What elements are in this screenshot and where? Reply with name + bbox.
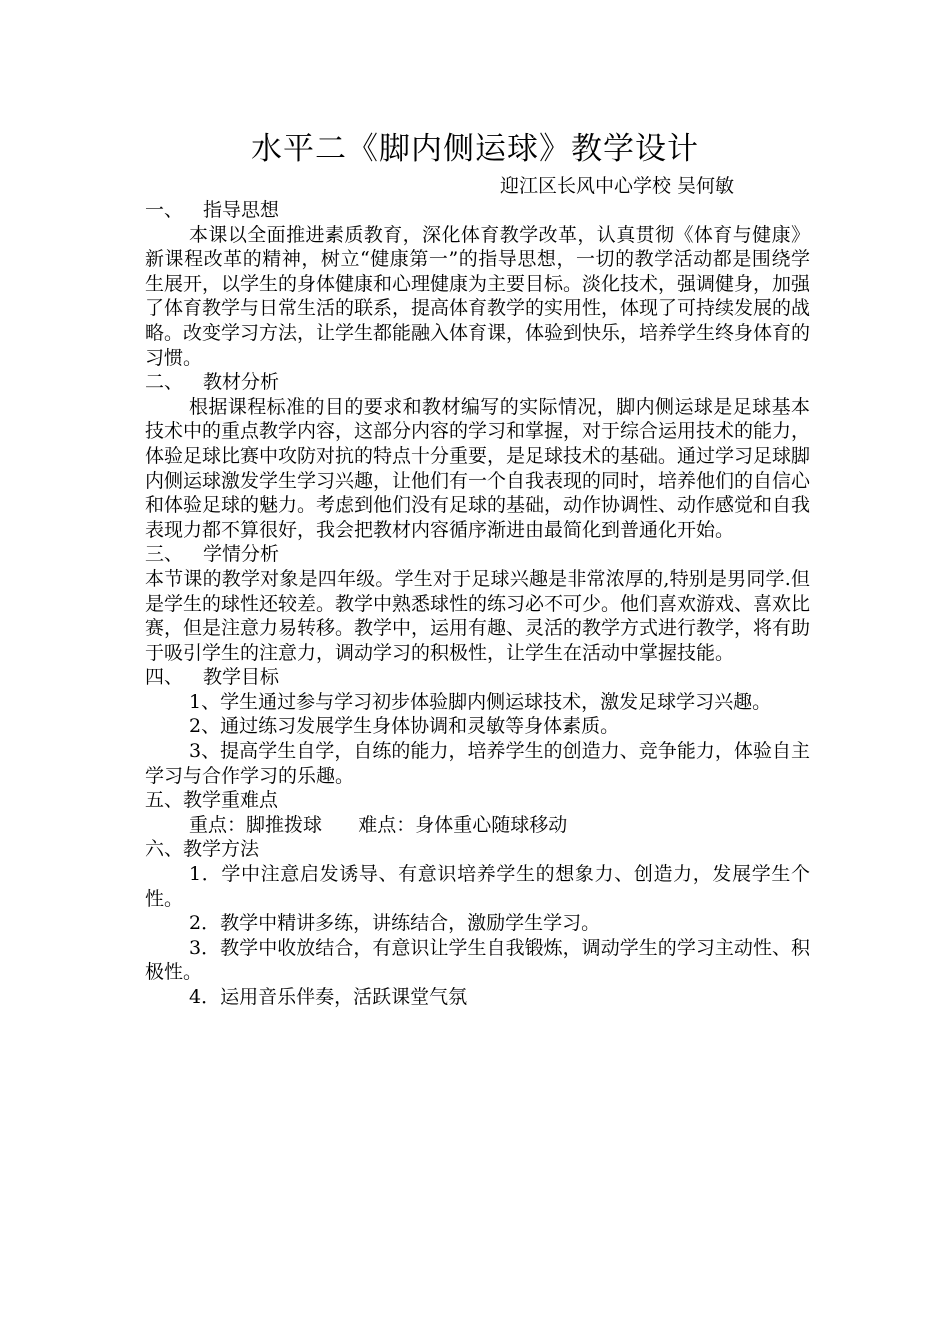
method-item-1: 1．学中注意启发诱导、有意识培养学生的想象力、创造力，发展学生个性。 xyxy=(145,863,810,910)
section-number: 一、 xyxy=(145,199,184,221)
objective-item-2: 2、通过练习发展学生身体协调和灵敏等身体素质。 xyxy=(189,715,620,738)
section-number: 五、 xyxy=(145,789,184,812)
document-body xyxy=(145,198,810,1010)
section-heading-text: 教学目标 xyxy=(203,666,280,689)
section-heading-material-analysis xyxy=(145,370,810,395)
key-difficult-points xyxy=(145,813,810,838)
section-number: 六、 xyxy=(145,838,184,861)
section-heading-teaching-methods xyxy=(145,837,810,862)
section-heading-text: 学情分析 xyxy=(203,543,280,566)
method-item-3: 3．教学中收放结合，有意识让学生自我锻炼，调动学生的学习主动性、积极性。 xyxy=(145,936,810,984)
section-heading-student-analysis xyxy=(145,542,810,567)
section-heading-teaching-objectives xyxy=(145,665,810,690)
method-item-2: 2．教学中精讲多练，讲练结合，激励学生学习。 xyxy=(189,912,601,935)
section-heading-text: 教学方法 xyxy=(183,838,260,861)
difficult-point-text: 难点：身体重心随球移动 xyxy=(358,813,568,836)
section-number: 三、 xyxy=(145,543,184,566)
section-heading-text: 教材分析 xyxy=(203,371,280,394)
section-number: 四、 xyxy=(145,666,184,689)
section-heading-text: 指导思想 xyxy=(203,199,280,221)
paragraph-student-analysis: 本节课的教学对象是四年级。学生对于足球兴趣是非常浓厚的,特别是男同学.但是学生的球性还较差。教学中熟悉球性的练习必不可少。他们喜欢游戏、喜欢比赛，但是注意力易转移。教学中，运用有趣、灵活的教学方式进行教学，将有助于吸引学生的注意力，调动学习的积极性，让学生在活动中掌握技能。 xyxy=(145,567,811,664)
method-item-4: 4．运用音乐伴奏，活跃课堂气氛 xyxy=(189,986,468,1008)
objective-item-3: 3、提高学生自学，自练的能力，培养学生的创造力、竞争能力，体验自主学习与合作学习的乐趣。 xyxy=(145,740,810,787)
paragraph-guiding-thought: 本课以全面推进素质教育，深化体育教学改革，认真贯彻《体育与健康》新课程改革的精神，树立“健康第一”的指导思想，一切的教学活动都是围绕学生展开，以学生的身体健康和心理健康为主要目标。淡化技术，强调健身，加强了体育教学与日常生活的联系，提高体育教学的实用性，体现了可持续发展的战略。改变学习方法，让学生都能融入体育课，体验到快乐，培养学生终身体育的习惯。 xyxy=(145,223,811,369)
key-point-text: 重点：脚推拨球 xyxy=(189,813,323,836)
author-line: 迎江区长风中心学校 吴何敏 xyxy=(500,175,735,197)
section-number: 二、 xyxy=(145,371,184,394)
section-heading-key-points xyxy=(145,788,810,813)
objective-item-1: 1、学生通过参与学习初步体验脚内侧运球技术，激发足球学习兴趣。 xyxy=(189,690,772,713)
section-heading-text: 教学重难点 xyxy=(183,789,279,812)
section-heading-guiding-thought xyxy=(145,198,810,223)
document-title: 水平二《脚内侧运球》教学设计 xyxy=(251,131,699,167)
paragraph-material-analysis: 根据课程标准的目的要求和教材编写的实际情况，脚内侧运球是足球基本技术中的重点教学内容，这部分内容的学习和掌握，对于综合运用技术的能力，体验足球比赛中攻防对抗的特点十分重要，是足球技术的基础。通过学习足球脚内侧运球激发学生学习兴趣，让他们有一个自我表现的同时，培养他们的自信心和体验足球的魅力。考虑到他们没有足球的基础，动作协调性、动作感觉和自我表现力都不算很好，我会把教材内容循序渐进由最简化到普通化开始。 xyxy=(145,395,811,541)
